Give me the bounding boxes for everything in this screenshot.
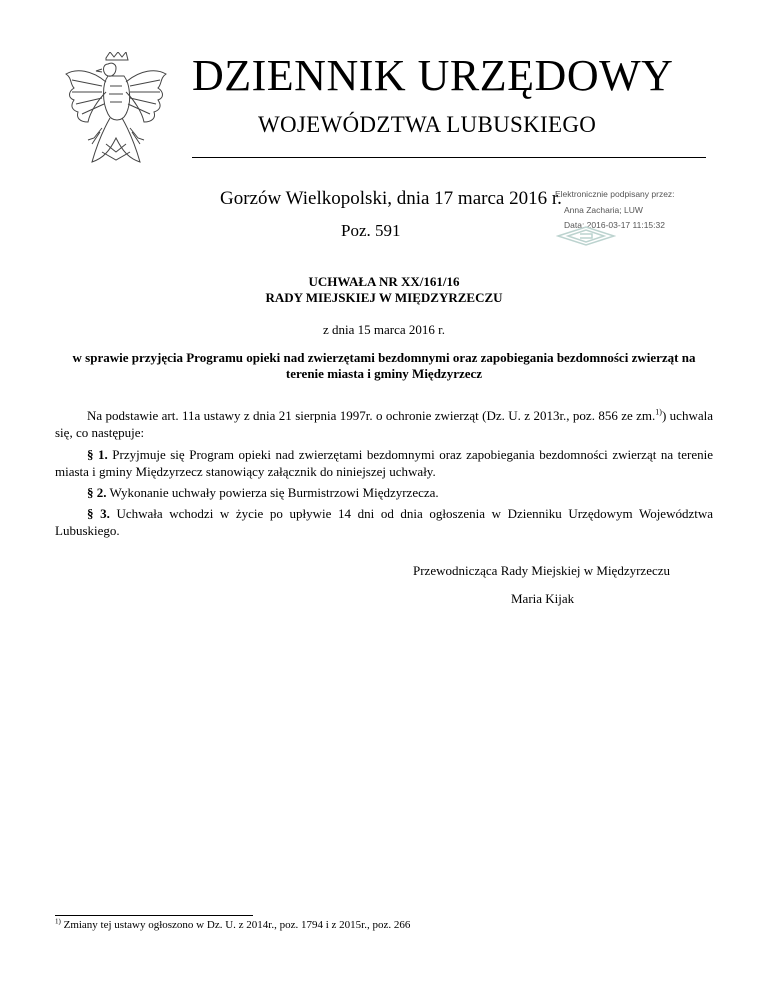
signature-stamp-icon xyxy=(556,225,616,247)
footnote-marker: 1) xyxy=(55,917,61,926)
signature-signer: Anna Zacharia; LUW xyxy=(564,205,643,215)
signature-label: Elektronicznie podpisany przez: xyxy=(555,189,675,199)
section-1-label: § 1. xyxy=(87,447,108,462)
section-2-text: Wykonanie uchwały powierza się Burmistrzowi Międzyrzecza. xyxy=(106,485,439,500)
footnote-text: Zmiany tej ustawy ogłoszono w Dz. U. z 2014r., poz. 1794 i z 2015r., poz. 266 xyxy=(60,919,411,931)
legal-basis-paragraph xyxy=(55,407,713,441)
eagle-emblem-icon xyxy=(62,52,170,170)
signatory-role: Przewodnicząca Rady Miejskiej w Międzyrzeczu xyxy=(413,563,671,578)
footnote xyxy=(55,919,410,931)
journal-subtitle: WOJEWÓDZTWA LUBUSKIEGO xyxy=(258,112,597,137)
journal-title: DZIENNIK URZĘDOWY xyxy=(192,51,674,100)
header-divider xyxy=(192,157,706,158)
section-1-text: Przyjmuje się Program opieki nad zwierzętami bezdomnymi oraz zapobiegania bezdomności zwierząt na terenie miasta i gminy Międzyrzecz stanowiący załącznik do niniejszej uchwały. xyxy=(55,447,714,479)
legal-basis-text: Na podstawie art. 11a ustawy z dnia 21 sierpnia 1997r. o ochronie zwierząt (Dz. U. z 2013r., poz. 856 ze zm. xyxy=(87,408,656,423)
place-and-date: Gorzów Wielkopolski, dnia 17 marca 2016 r. xyxy=(220,188,562,209)
legal-basis-text-end: ) uchwala się, co następuje: xyxy=(55,408,713,440)
footnote-reference: 1) xyxy=(655,407,662,417)
section-3-text: Uchwała wchodzi w życie po upływie 14 dni od dnia ogłoszenia w Dzienniku Urzędowym Województwa Lubuskiego. xyxy=(55,506,714,538)
signatory-name: Maria Kijak xyxy=(511,591,575,606)
section-2-label: § 2. xyxy=(87,485,107,500)
footnote-divider xyxy=(55,915,253,916)
section-3-label: § 3. xyxy=(87,506,110,521)
position-number: Poz. 591 xyxy=(341,221,401,240)
act-subject: w sprawie przyjęcia Programu opieki nad zwierzętami bezdomnymi oraz zapobiegania bezdomności zwierząt na terenie miasta i gminy Międzyrzecz xyxy=(72,350,696,381)
act-title: UCHWAŁA NR XX/161/16 xyxy=(308,274,460,289)
act-date: z dnia 15 marca 2016 r. xyxy=(322,322,445,337)
section-2 xyxy=(55,484,713,501)
act-issuer: RADY MIEJSKIEJ W MIĘDZYRZECZU xyxy=(265,290,503,305)
signature-date: Data: 2016-03-17 11:15:32 xyxy=(564,220,665,230)
electronic-signature-block xyxy=(555,189,755,230)
section-3 xyxy=(55,505,713,539)
section-1 xyxy=(55,446,713,480)
